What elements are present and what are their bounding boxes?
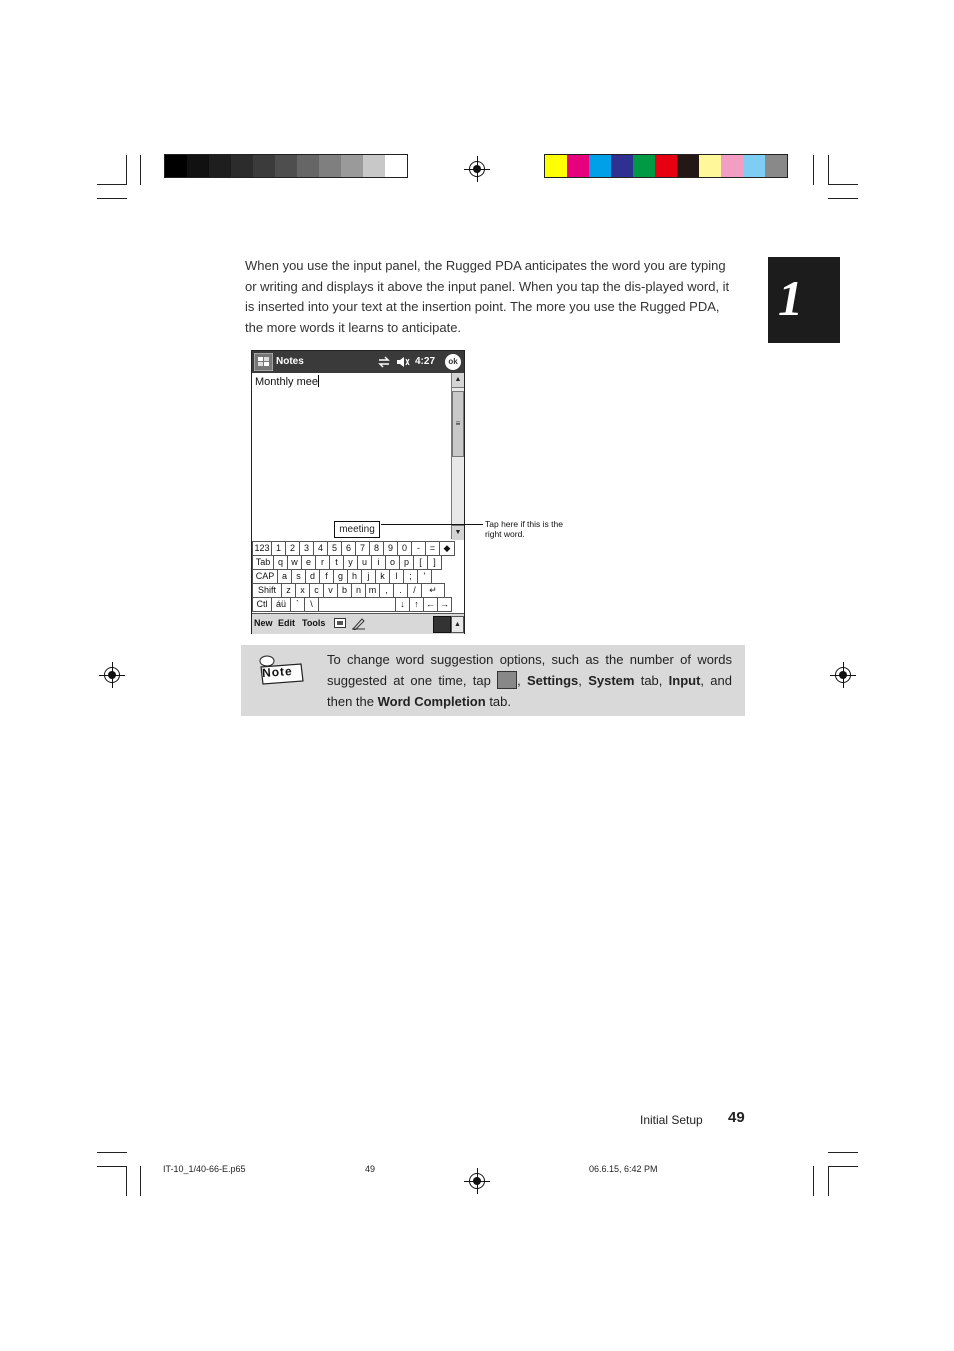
menu-edit[interactable]: Edit <box>278 618 295 628</box>
keyboard-key[interactable]: 1 <box>271 541 286 556</box>
crop-mark <box>140 155 141 185</box>
pda-app-title: Notes <box>276 356 304 367</box>
key-space[interactable] <box>318 597 396 612</box>
crop-mark <box>813 1166 814 1196</box>
menu-new[interactable]: New <box>254 618 273 628</box>
file-timestamp: 06.6.15, 6:42 PM <box>589 1164 658 1174</box>
pen-icon[interactable] <box>351 617 365 630</box>
keyboard-key[interactable]: l <box>389 569 404 584</box>
crop-mark <box>828 184 858 185</box>
keyboard-key[interactable]: ◆ <box>439 541 455 556</box>
scroll-down-icon[interactable]: ▼ <box>452 525 464 540</box>
keyboard-key[interactable]: 6 <box>341 541 356 556</box>
typed-text: Monthly mee <box>255 376 318 388</box>
registration-mark-icon <box>835 667 851 683</box>
keyboard-key[interactable]: , <box>379 583 394 598</box>
file-page: 49 <box>365 1164 376 1174</box>
chapter-tab <box>768 257 840 343</box>
scroll-up-icon[interactable]: ▲ <box>452 373 464 388</box>
color-swatch <box>611 155 633 177</box>
pda-screenshot <box>251 350 465 634</box>
keyboard-key[interactable]: 3 <box>299 541 314 556</box>
keyboard-key[interactable]: i <box>371 555 386 570</box>
text-cursor <box>318 375 319 387</box>
pda-titlebar <box>252 351 464 373</box>
pda-menubar <box>252 613 464 634</box>
color-swatch <box>589 155 611 177</box>
keyboard-key[interactable]: 4 <box>313 541 328 556</box>
keyboard-key[interactable]: CAP <box>252 569 278 584</box>
menu-tools[interactable]: Tools <box>302 618 326 628</box>
keyboard-key[interactable]: j <box>361 569 376 584</box>
body-paragraph: When you use the input panel, the Rugged PDA anticipates the word you are typing or writing and displays it above the input panel. When you tap the dis-played word, it is inserted into your text at the insertion point. The more you use the Rugged PDA, the more words it learns to anticipate. <box>245 258 730 336</box>
keyboard-key[interactable]: [ <box>413 555 428 570</box>
keyboard-key[interactable]: áü <box>271 597 291 612</box>
color-swatch <box>655 155 677 177</box>
keyboard-row <box>252 597 464 611</box>
keyboard-key[interactable]: k <box>375 569 390 584</box>
registration-mark-icon <box>469 161 485 177</box>
registration-mark-icon <box>104 667 120 683</box>
keyboard-key[interactable]: m <box>365 583 380 598</box>
section-name: Initial Setup <box>640 1113 703 1127</box>
keyboard-row <box>252 555 464 569</box>
page-number: 49 <box>728 1109 745 1126</box>
keyboard-key[interactable]: Tab <box>252 555 274 570</box>
grayscale-bar <box>164 154 408 178</box>
note-text: To change word suggestion options, such as the number of words suggested at one time, tap , Settings, System tab, Input, and then the Word Completion tab. <box>327 652 732 709</box>
crop-mark <box>97 198 127 199</box>
gray-swatch <box>165 155 187 177</box>
crop-mark <box>828 155 829 185</box>
keyboard-key[interactable]: 9 <box>383 541 398 556</box>
keyboard-key[interactable]: f <box>319 569 334 584</box>
ok-label: ok <box>448 357 458 366</box>
color-swatch <box>699 155 721 177</box>
connectivity-icon[interactable] <box>378 356 390 368</box>
crop-mark <box>97 1152 127 1153</box>
crop-mark <box>828 1152 858 1153</box>
note-editor-text[interactable] <box>255 375 319 388</box>
keyboard-key[interactable]: \ <box>304 597 319 612</box>
keyboard-key[interactable]: q <box>273 555 288 570</box>
keyboard-key[interactable]: . <box>393 583 408 598</box>
color-swatch <box>567 155 589 177</box>
input-panel-keyboard-icon[interactable] <box>433 616 451 633</box>
word-completion-label: Word Completion <box>377 694 486 709</box>
keyboard-key[interactable]: g <box>333 569 348 584</box>
keyboard-key[interactable]: Ctl <box>252 597 272 612</box>
color-swatch <box>743 155 765 177</box>
gray-swatch <box>297 155 319 177</box>
keyboard-row <box>252 541 464 555</box>
color-swatch <box>677 155 699 177</box>
gray-swatch <box>341 155 363 177</box>
keyboard-key[interactable]: ← <box>423 597 438 612</box>
keyboard-key[interactable]: u <box>357 555 372 570</box>
keyboard-key[interactable]: t <box>329 555 344 570</box>
keyboard-key[interactable]: ` <box>290 597 305 612</box>
color-swatch <box>765 155 787 177</box>
keyboard-key[interactable]: ] <box>427 555 442 570</box>
keyboard-key[interactable]: p <box>399 555 414 570</box>
input-method-selector-icon[interactable]: ▲ <box>451 616 464 633</box>
keyboard-key[interactable]: 2 <box>285 541 300 556</box>
gray-swatch <box>209 155 231 177</box>
color-bar <box>544 154 788 178</box>
gray-swatch <box>253 155 275 177</box>
keyboard-key[interactable]: y <box>343 555 358 570</box>
keyboard-key[interactable]: a <box>277 569 292 584</box>
keyboard-key[interactable]: 123 <box>252 541 272 556</box>
keyboard-key[interactable]: Shift <box>252 583 282 598</box>
callout-line <box>381 524 483 525</box>
gray-swatch <box>275 155 297 177</box>
keyboard-key[interactable]: ; <box>403 569 418 584</box>
gray-swatch <box>363 155 385 177</box>
keyboard-key[interactable]: d <box>305 569 320 584</box>
keyboard-key[interactable]: 0 <box>397 541 412 556</box>
input-label: Input <box>668 673 701 688</box>
soft-keyboard <box>252 541 464 611</box>
keyboard-key[interactable]: = <box>425 541 440 556</box>
vertical-scrollbar[interactable] <box>451 373 464 539</box>
keyboard-key[interactable]: 5 <box>327 541 342 556</box>
callout-text: Tap here if this is the right word. <box>485 519 563 539</box>
recording-toolbar-icon[interactable] <box>334 618 346 628</box>
crop-mark <box>97 184 127 185</box>
keyboard-key[interactable]: s <box>291 569 306 584</box>
keyboard-key[interactable]: v <box>323 583 338 598</box>
crop-mark <box>126 1166 127 1196</box>
crop-mark <box>828 1166 829 1196</box>
keyboard-key[interactable]: → <box>437 597 452 612</box>
keyboard-key[interactable]: ↵ <box>421 583 445 598</box>
file-name: IT-10_1/40-66-E.p65 <box>163 1164 246 1174</box>
keyboard-key[interactable]: / <box>407 583 422 598</box>
crop-mark <box>813 155 814 185</box>
keyboard-key[interactable]: ' <box>417 569 432 584</box>
crop-mark <box>140 1166 141 1196</box>
crop-mark <box>97 1166 127 1167</box>
keyboard-key[interactable]: c <box>309 583 324 598</box>
volume-muted-icon[interactable] <box>396 356 410 368</box>
keyboard-row <box>252 569 464 583</box>
color-swatch <box>721 155 743 177</box>
crop-mark <box>126 155 127 185</box>
keyboard-key[interactable]: e <box>301 555 316 570</box>
note-box <box>241 645 745 716</box>
system-label: System <box>588 673 635 688</box>
scroll-thumb[interactable]: ≡ <box>452 391 464 457</box>
crop-mark <box>828 1166 858 1167</box>
keyboard-row <box>252 583 464 597</box>
settings-label: Settings <box>527 673 579 688</box>
keyboard-key[interactable]: - <box>411 541 426 556</box>
keyboard-key[interactable]: b <box>337 583 352 598</box>
gray-swatch <box>231 155 253 177</box>
gray-swatch <box>385 155 407 177</box>
keyboard-key[interactable]: r <box>315 555 330 570</box>
keyboard-key[interactable]: 7 <box>355 541 370 556</box>
gray-swatch <box>319 155 341 177</box>
color-swatch <box>545 155 567 177</box>
ok-button[interactable] <box>445 354 461 370</box>
keyboard-key[interactable]: z <box>281 583 296 598</box>
keyboard-key[interactable]: h <box>347 569 362 584</box>
keyboard-key[interactable]: o <box>385 555 400 570</box>
keyboard-key[interactable]: w <box>287 555 302 570</box>
keyboard-key[interactable]: n <box>351 583 366 598</box>
note-badge-label: Note <box>261 663 294 681</box>
keyboard-key[interactable]: x <box>295 583 310 598</box>
gray-swatch <box>187 155 209 177</box>
keyboard-key[interactable]: 8 <box>369 541 384 556</box>
keyboard-key[interactable]: ↑ <box>409 597 424 612</box>
keyboard-key[interactable]: ↓ <box>395 597 410 612</box>
pda-clock: 4:27 <box>415 356 436 367</box>
windows-start-icon <box>254 353 273 371</box>
registration-mark-icon <box>469 1173 485 1189</box>
color-swatch <box>633 155 655 177</box>
word-suggestion-button[interactable]: meeting <box>334 521 380 538</box>
chapter-number: 1 <box>778 270 803 326</box>
crop-mark <box>828 198 858 199</box>
windows-start-icon <box>497 671 517 689</box>
